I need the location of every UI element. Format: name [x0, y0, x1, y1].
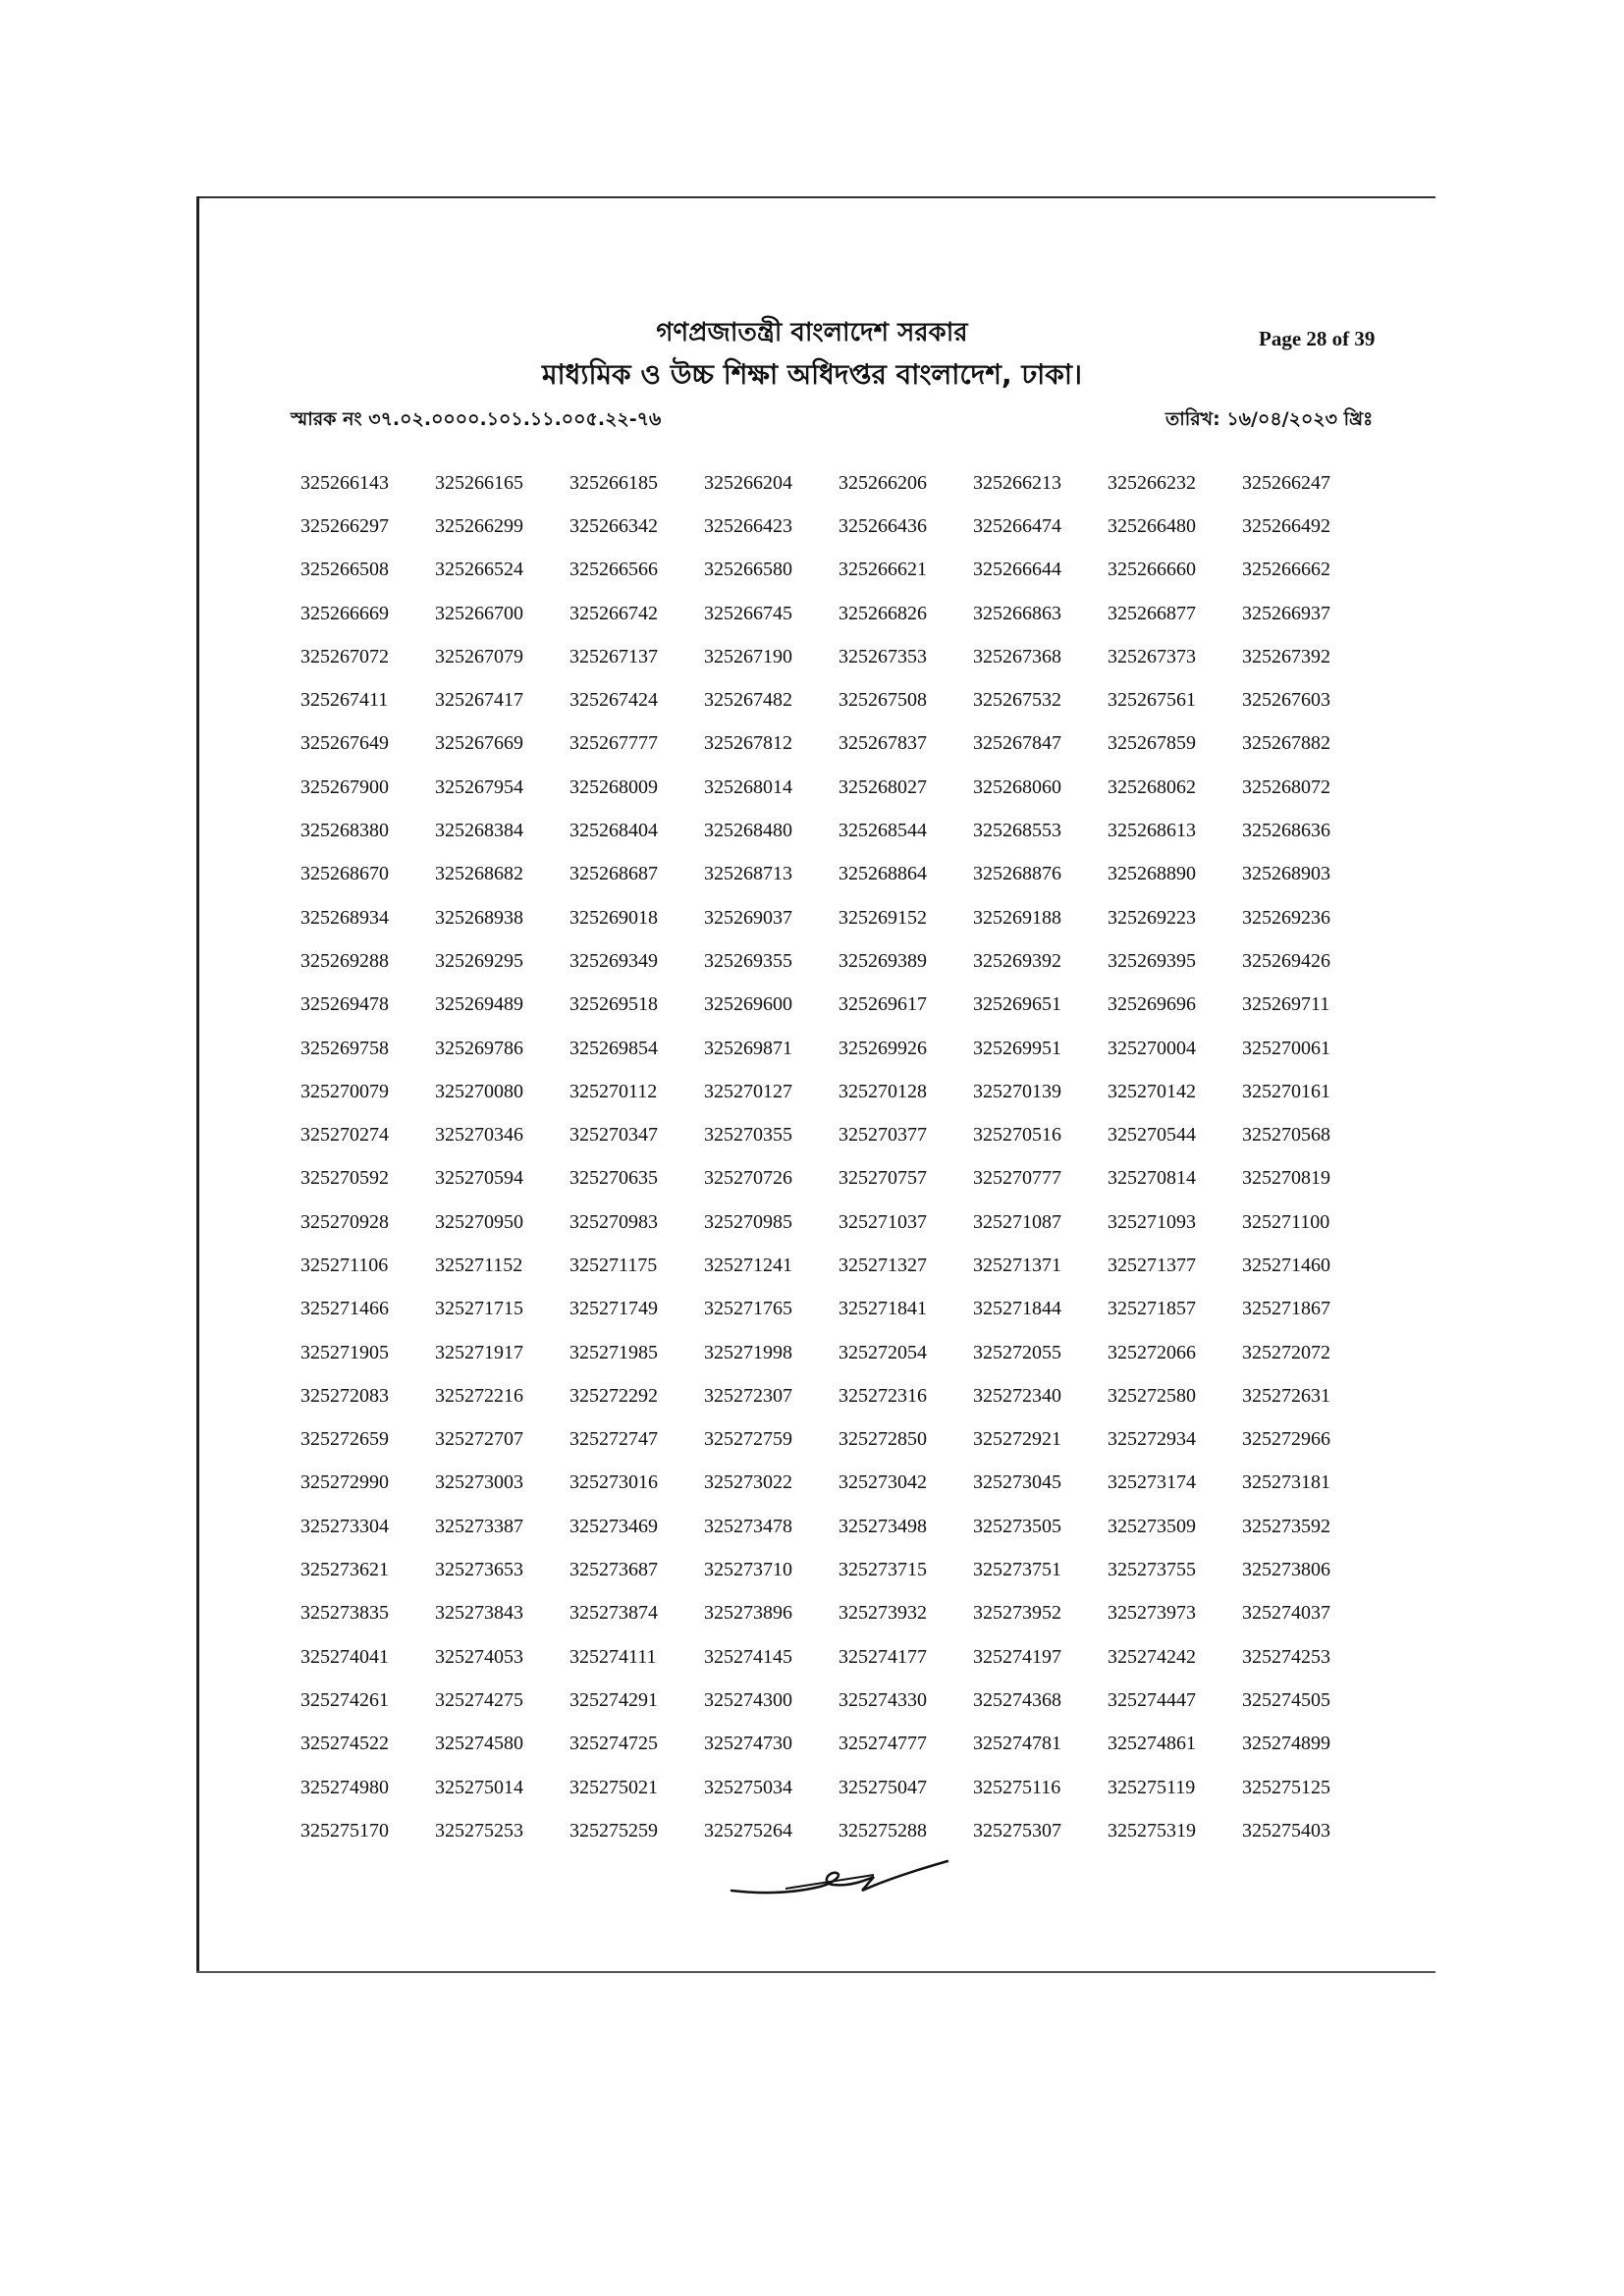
- roll-number-cell: 325273621: [300, 1559, 389, 1581]
- roll-number-cell: 325268670: [300, 863, 389, 885]
- roll-number-cell: 325274368: [973, 1688, 1061, 1711]
- roll-number-cell: 325268636: [1242, 820, 1330, 842]
- roll-number-cell: 325274330: [839, 1688, 927, 1711]
- roll-number-cell: 325266297: [300, 514, 389, 537]
- roll-number-cell: 325275307: [973, 1819, 1061, 1842]
- table-row: [300, 984, 1380, 1027]
- roll-number-cell: 325274777: [839, 1733, 927, 1755]
- roll-number-cell: 325270346: [435, 1124, 523, 1147]
- roll-number-cell: 325273751: [973, 1559, 1061, 1581]
- roll-number-cell: 325266143: [300, 471, 389, 494]
- roll-number-cell: 325271377: [1108, 1254, 1196, 1276]
- roll-number-cell: 325268713: [704, 863, 792, 885]
- roll-number-cell: 325269651: [973, 993, 1061, 1016]
- roll-number-cell: 325267072: [300, 645, 389, 667]
- roll-number-table: [300, 461, 1380, 1853]
- roll-number-cell: 325269600: [704, 993, 792, 1016]
- roll-number-cell: 325266660: [1108, 559, 1196, 581]
- roll-number-cell: 325268682: [435, 863, 523, 885]
- roll-number-cell: 325273806: [1242, 1559, 1330, 1581]
- roll-number-cell: 325273973: [1108, 1602, 1196, 1625]
- roll-number-cell: 325267392: [1242, 645, 1330, 667]
- roll-number-cell: 325266206: [839, 471, 927, 494]
- roll-number-cell: 325269188: [973, 906, 1061, 929]
- roll-number-cell: 325267603: [1242, 689, 1330, 712]
- roll-number-cell: 325270928: [300, 1210, 389, 1233]
- roll-number-cell: 325268903: [1242, 863, 1330, 885]
- table-row: [300, 1723, 1380, 1766]
- table-row: [300, 1201, 1380, 1244]
- roll-number-cell: 325273687: [569, 1559, 658, 1581]
- roll-number-cell: 325271152: [435, 1254, 523, 1276]
- roll-number-cell: 325269395: [1108, 949, 1196, 972]
- roll-number-cell: 325274447: [1108, 1688, 1196, 1711]
- roll-number-cell: 325269152: [839, 906, 927, 929]
- roll-number-cell: 325275259: [569, 1819, 658, 1842]
- roll-number-cell: 325271844: [973, 1298, 1061, 1320]
- roll-number-cell: 325267368: [973, 645, 1061, 667]
- roll-number-cell: 325273181: [1242, 1471, 1330, 1494]
- roll-number-cell: 325266508: [300, 559, 389, 581]
- roll-number-cell: 325270757: [839, 1167, 927, 1190]
- roll-number-cell: 325274300: [704, 1688, 792, 1711]
- roll-number-cell: 325271749: [569, 1298, 658, 1320]
- roll-number-cell: 325270726: [704, 1167, 792, 1190]
- roll-number-cell: 325266580: [704, 559, 792, 581]
- roll-number-cell: 325267532: [973, 689, 1061, 712]
- roll-number-cell: 325272631: [1242, 1384, 1330, 1407]
- roll-number-cell: 325274145: [704, 1645, 792, 1668]
- roll-number-cell: 325275253: [435, 1819, 523, 1842]
- roll-number-cell: 325272054: [839, 1341, 927, 1363]
- page-frame-left-rule: [196, 196, 199, 1973]
- roll-number-cell: 325270544: [1108, 1124, 1196, 1147]
- roll-number-cell: 325272072: [1242, 1341, 1330, 1363]
- roll-number-cell: 325268938: [435, 906, 523, 929]
- roll-number-cell: 325271917: [435, 1341, 523, 1363]
- roll-number-cell: 325270127: [704, 1080, 792, 1102]
- roll-number-cell: 325271841: [839, 1298, 927, 1320]
- table-row: [300, 1505, 1380, 1548]
- roll-number-cell: 325271106: [300, 1254, 389, 1276]
- roll-number-cell: 325271093: [1108, 1210, 1196, 1233]
- roll-number-cell: 325269236: [1242, 906, 1330, 929]
- table-row: [300, 1462, 1380, 1505]
- roll-number-cell: 325268544: [839, 820, 927, 842]
- roll-number-cell: 325269711: [1242, 993, 1330, 1016]
- roll-number-cell: 325272580: [1108, 1384, 1196, 1407]
- page-frame-bottom-rule: [196, 1971, 1435, 1973]
- roll-number-cell: 325267353: [839, 645, 927, 667]
- roll-number-cell: 325269288: [300, 949, 389, 972]
- table-row: [300, 1679, 1380, 1722]
- roll-number-cell: 325268027: [839, 775, 927, 798]
- roll-number-cell: 325275119: [1108, 1776, 1196, 1798]
- roll-number-cell: 325272066: [1108, 1341, 1196, 1363]
- table-row: [300, 853, 1380, 896]
- table-row: [300, 896, 1380, 939]
- roll-number-cell: 325267649: [300, 732, 389, 755]
- roll-number-cell: 325271985: [569, 1341, 658, 1363]
- roll-number-cell: 325273715: [839, 1559, 927, 1581]
- table-row: [300, 1809, 1380, 1852]
- roll-number-cell: 325274861: [1108, 1733, 1196, 1755]
- roll-number-cell: 325268384: [435, 820, 523, 842]
- roll-number-cell: 325269926: [839, 1037, 927, 1059]
- roll-number-cell: 325270568: [1242, 1124, 1330, 1147]
- roll-number-cell: 325271466: [300, 1298, 389, 1320]
- roll-number-cell: 325275288: [839, 1819, 927, 1842]
- roll-number-cell: 325273469: [569, 1515, 658, 1537]
- roll-number-cell: 325274253: [1242, 1645, 1330, 1668]
- signature: [727, 1853, 952, 1902]
- table-row: [300, 1766, 1380, 1809]
- roll-number-cell: 325269489: [435, 993, 523, 1016]
- roll-number-cell: 325270777: [973, 1167, 1061, 1190]
- table-row: [300, 1244, 1380, 1287]
- roll-number-cell: 325270112: [569, 1080, 658, 1102]
- roll-number-cell: 325275116: [973, 1776, 1061, 1798]
- roll-number-cell: 325271100: [1242, 1210, 1330, 1233]
- roll-number-cell: 325266621: [839, 559, 927, 581]
- table-row: [300, 1418, 1380, 1462]
- table-row: [300, 722, 1380, 766]
- roll-number-cell: 325270161: [1242, 1080, 1330, 1102]
- roll-number-cell: 325266213: [973, 471, 1061, 494]
- roll-number-cell: 325267137: [569, 645, 658, 667]
- roll-number-cell: 325270592: [300, 1167, 389, 1190]
- roll-number-cell: 325273592: [1242, 1515, 1330, 1537]
- roll-number-cell: 325275264: [704, 1819, 792, 1842]
- roll-number-cell: 325268613: [1108, 820, 1196, 842]
- roll-number-cell: 325273387: [435, 1515, 523, 1537]
- roll-number-cell: 325267859: [1108, 732, 1196, 755]
- roll-number-cell: 325269037: [704, 906, 792, 929]
- roll-number-cell: 325266524: [435, 559, 523, 581]
- directorate-title: মাধ্যমিক ও উচ্চ শিক্ষা অধিদপ্তর বাংলাদেশ, ঢাকা।: [541, 358, 1083, 391]
- roll-number-cell: 325267777: [569, 732, 658, 755]
- roll-number-cell: 325274111: [569, 1645, 657, 1668]
- memo-number: স্মারক নং ৩৭.০২.০০০০.১০১.১১.০০৫.২২-৭৬: [291, 408, 662, 430]
- roll-number-cell: 325268864: [839, 863, 927, 885]
- roll-number-cell: 325266423: [704, 514, 792, 537]
- roll-number-cell: 325266165: [435, 471, 523, 494]
- roll-number-cell: 325267837: [839, 732, 927, 755]
- roll-number-cell: 325270355: [704, 1124, 792, 1147]
- roll-number-cell: 325270377: [839, 1124, 927, 1147]
- roll-number-cell: 325270128: [839, 1080, 927, 1102]
- roll-number-cell: 325266877: [1108, 602, 1196, 624]
- roll-number-cell: 325269389: [839, 949, 927, 972]
- roll-number-cell: 325274522: [300, 1733, 389, 1755]
- roll-number-cell: 325266745: [704, 602, 792, 624]
- roll-number-cell: 325268934: [300, 906, 389, 929]
- table-row: [300, 1592, 1380, 1635]
- roll-number-cell: 325274041: [300, 1645, 389, 1668]
- table-row: [300, 592, 1380, 635]
- table-row: [300, 1635, 1380, 1679]
- page-frame-top-rule: [196, 196, 1435, 198]
- roll-number-cell: 325274505: [1242, 1688, 1330, 1711]
- roll-number-cell: 325266492: [1242, 514, 1330, 537]
- table-row: [300, 461, 1380, 505]
- roll-number-cell: 325266937: [1242, 602, 1330, 624]
- table-row: [300, 1331, 1380, 1374]
- table-row: [300, 1113, 1380, 1156]
- roll-number-cell: 325273003: [435, 1471, 523, 1494]
- roll-number-cell: 325271327: [839, 1254, 927, 1276]
- roll-number-cell: 325266342: [569, 514, 658, 537]
- roll-number-cell: 325269758: [300, 1037, 389, 1059]
- roll-number-cell: 325269295: [435, 949, 523, 972]
- roll-number-cell: 325270274: [300, 1124, 389, 1147]
- roll-number-cell: 325271998: [704, 1341, 792, 1363]
- roll-number-cell: 325275319: [1108, 1819, 1196, 1842]
- roll-number-cell: 325267411: [300, 689, 389, 712]
- roll-number-cell: 325268014: [704, 775, 792, 798]
- roll-number-cell: 325266247: [1242, 471, 1330, 494]
- roll-number-cell: 325274580: [435, 1733, 523, 1755]
- roll-number-cell: 325273874: [569, 1602, 658, 1625]
- page-number: Page 28 of 39: [1259, 327, 1376, 350]
- roll-number-cell: 325271765: [704, 1298, 792, 1320]
- roll-number-cell: 325267482: [704, 689, 792, 712]
- roll-number-cell: 325272990: [300, 1471, 389, 1494]
- roll-number-cell: 325267561: [1108, 689, 1196, 712]
- roll-number-cell: 325273835: [300, 1602, 389, 1625]
- roll-number-cell: 325272850: [839, 1428, 927, 1451]
- roll-number-cell: 325274197: [973, 1645, 1061, 1668]
- roll-number-cell: 325274730: [704, 1733, 792, 1755]
- roll-number-cell: 325270594: [435, 1167, 523, 1190]
- table-row: [300, 1157, 1380, 1201]
- roll-number-cell: 325271905: [300, 1341, 389, 1363]
- roll-number-cell: 325271460: [1242, 1254, 1330, 1276]
- roll-number-cell: 325270950: [435, 1210, 523, 1233]
- roll-number-cell: 325270516: [973, 1124, 1061, 1147]
- roll-number-cell: 325274291: [569, 1688, 658, 1711]
- roll-number-cell: 325268687: [569, 863, 658, 885]
- roll-number-cell: 325272340: [973, 1384, 1061, 1407]
- roll-number-cell: 325266185: [569, 471, 658, 494]
- roll-number-cell: 325266436: [839, 514, 927, 537]
- roll-number-cell: 325269518: [569, 993, 658, 1016]
- roll-number-cell: 325272055: [973, 1341, 1061, 1363]
- roll-number-cell: 325266742: [569, 602, 658, 624]
- roll-number-cell: 325270139: [973, 1080, 1061, 1102]
- roll-number-cell: 325269478: [300, 993, 389, 1016]
- roll-number-cell: 325266669: [300, 602, 389, 624]
- roll-number-cell: 325273304: [300, 1515, 389, 1537]
- roll-number-cell: 325274177: [839, 1645, 927, 1668]
- roll-number-cell: 325266644: [973, 559, 1061, 581]
- table-row: [300, 1027, 1380, 1070]
- roll-number-cell: 325273932: [839, 1602, 927, 1625]
- roll-number-cell: 325273016: [569, 1471, 658, 1494]
- roll-number-cell: 325274261: [300, 1688, 389, 1711]
- roll-number-cell: 325268553: [973, 820, 1061, 842]
- roll-number-cell: 325271241: [704, 1254, 792, 1276]
- roll-number-cell: 325274242: [1108, 1645, 1196, 1668]
- roll-number-cell: 325270080: [435, 1080, 523, 1102]
- roll-number-cell: 325268890: [1108, 863, 1196, 885]
- roll-number-cell: 325266700: [435, 602, 523, 624]
- roll-number-cell: 325271037: [839, 1210, 927, 1233]
- roll-number-cell: 325270004: [1108, 1037, 1196, 1059]
- roll-number-cell: 325269786: [435, 1037, 523, 1059]
- table-row: [300, 505, 1380, 548]
- roll-number-cell: 325267812: [704, 732, 792, 755]
- roll-number-cell: 325273174: [1108, 1471, 1196, 1494]
- roll-number-cell: 325269617: [839, 993, 927, 1016]
- table-row: [300, 766, 1380, 809]
- roll-number-cell: 325269696: [1108, 993, 1196, 1016]
- roll-number-cell: 325272307: [704, 1384, 792, 1407]
- roll-number-cell: 325267079: [435, 645, 523, 667]
- roll-number-cell: 325275034: [704, 1776, 792, 1798]
- roll-number-cell: 325266863: [973, 602, 1061, 624]
- roll-number-cell: 325272747: [569, 1428, 658, 1451]
- roll-number-cell: 325267847: [973, 732, 1061, 755]
- roll-number-cell: 325269349: [569, 949, 658, 972]
- roll-number-cell: 325268480: [704, 820, 792, 842]
- roll-number-cell: 325268404: [569, 820, 658, 842]
- table-row: [300, 1374, 1380, 1417]
- roll-number-cell: 325270819: [1242, 1167, 1330, 1190]
- roll-number-cell: 325269426: [1242, 949, 1330, 972]
- roll-number-cell: 325272966: [1242, 1428, 1330, 1451]
- roll-number-cell: 325274275: [435, 1688, 523, 1711]
- roll-number-cell: 325269871: [704, 1037, 792, 1059]
- roll-number-cell: 325273509: [1108, 1515, 1196, 1537]
- roll-number-cell: 325272921: [973, 1428, 1061, 1451]
- table-row: [300, 549, 1380, 592]
- roll-number-cell: 325267417: [435, 689, 523, 712]
- roll-number-cell: 325266232: [1108, 471, 1196, 494]
- roll-number-cell: 325271857: [1108, 1298, 1196, 1320]
- roll-number-cell: 325275021: [569, 1776, 658, 1798]
- roll-number-cell: 325269223: [1108, 906, 1196, 929]
- roll-number-cell: 325271371: [973, 1254, 1061, 1276]
- roll-number-cell: 325268009: [569, 775, 658, 798]
- roll-number-cell: 325271087: [973, 1210, 1061, 1233]
- roll-number-cell: 325266299: [435, 514, 523, 537]
- roll-number-cell: 325268380: [300, 820, 389, 842]
- roll-number-cell: 325272707: [435, 1428, 523, 1451]
- roll-number-cell: 325270814: [1108, 1167, 1196, 1190]
- roll-number-cell: 325273896: [704, 1602, 792, 1625]
- roll-number-cell: 325274781: [973, 1733, 1061, 1755]
- roll-number-cell: 325273755: [1108, 1559, 1196, 1581]
- roll-number-cell: 325275170: [300, 1819, 389, 1842]
- roll-number-cell: 325269018: [569, 906, 658, 929]
- government-title: গণপ্রজাতন্ত্রী বাংলাদেশ সরকার: [656, 318, 968, 347]
- roll-number-cell: 325269392: [973, 949, 1061, 972]
- roll-number-cell: 325266826: [839, 602, 927, 624]
- table-row: [300, 809, 1380, 852]
- roll-number-cell: 325270985: [704, 1210, 792, 1233]
- roll-number-cell: 325269854: [569, 1037, 658, 1059]
- issue-date: তারিখ: ১৬/০৪/২০২৩ খ্রিঃ: [1165, 408, 1374, 430]
- roll-number-cell: 325272316: [839, 1384, 927, 1407]
- roll-number-cell: 325275047: [839, 1776, 927, 1798]
- roll-number-cell: 325274725: [569, 1733, 658, 1755]
- roll-number-cell: 325270079: [300, 1080, 389, 1102]
- roll-number-cell: 325269951: [973, 1037, 1061, 1059]
- roll-number-cell: 325273498: [839, 1515, 927, 1537]
- roll-number-cell: 325273045: [973, 1471, 1061, 1494]
- roll-number-cell: 325272759: [704, 1428, 792, 1451]
- roll-number-cell: 325268876: [973, 863, 1061, 885]
- roll-number-cell: 325274037: [1242, 1602, 1330, 1625]
- roll-number-cell: 325267190: [704, 645, 792, 667]
- roll-number-cell: 325270142: [1108, 1080, 1196, 1102]
- roll-number-cell: 325272659: [300, 1428, 389, 1451]
- roll-number-cell: 325270347: [569, 1124, 658, 1147]
- roll-number-cell: 325272292: [569, 1384, 658, 1407]
- table-row: [300, 678, 1380, 721]
- roll-number-cell: 325266662: [1242, 559, 1330, 581]
- roll-number-cell: 325267373: [1108, 645, 1196, 667]
- roll-number-cell: 325271867: [1242, 1298, 1330, 1320]
- roll-number-cell: 325273710: [704, 1559, 792, 1581]
- table-row: [300, 1070, 1380, 1113]
- roll-number-cell: 325273952: [973, 1602, 1061, 1625]
- roll-number-cell: 325273042: [839, 1471, 927, 1494]
- roll-number-cell: 325272934: [1108, 1428, 1196, 1451]
- roll-number-cell: 325267954: [435, 775, 523, 798]
- roll-number-cell: 325267900: [300, 775, 389, 798]
- table-row: [300, 939, 1380, 983]
- roll-number-cell: 325272083: [300, 1384, 389, 1407]
- roll-number-cell: 325275125: [1242, 1776, 1330, 1798]
- roll-number-cell: 325272216: [435, 1384, 523, 1407]
- roll-number-cell: 325273505: [973, 1515, 1061, 1537]
- roll-number-cell: 325266204: [704, 471, 792, 494]
- roll-number-cell: 325274053: [435, 1645, 523, 1668]
- table-row: [300, 1288, 1380, 1331]
- roll-number-cell: 325268062: [1108, 775, 1196, 798]
- roll-number-cell: 325270983: [569, 1210, 658, 1233]
- roll-number-cell: 325271175: [569, 1254, 658, 1276]
- roll-number-cell: 325266566: [569, 559, 658, 581]
- roll-number-cell: 325266474: [973, 514, 1061, 537]
- roll-number-cell: 325274980: [300, 1776, 389, 1798]
- roll-number-cell: 325273478: [704, 1515, 792, 1537]
- roll-number-cell: 325268060: [973, 775, 1061, 798]
- roll-number-cell: 325270635: [569, 1167, 658, 1190]
- roll-number-cell: 325273843: [435, 1602, 523, 1625]
- roll-number-cell: 325273653: [435, 1559, 523, 1581]
- roll-number-cell: 325267508: [839, 689, 927, 712]
- roll-number-cell: 325271715: [435, 1298, 523, 1320]
- table-row: [300, 635, 1380, 678]
- roll-number-cell: 325275014: [435, 1776, 523, 1798]
- roll-number-cell: 325273022: [704, 1471, 792, 1494]
- roll-number-cell: 325267424: [569, 689, 658, 712]
- roll-number-cell: 325275403: [1242, 1819, 1330, 1842]
- roll-number-cell: 325266480: [1108, 514, 1196, 537]
- roll-number-cell: 325274899: [1242, 1733, 1330, 1755]
- roll-number-cell: 325267669: [435, 732, 523, 755]
- roll-number-cell: 325269355: [704, 949, 792, 972]
- table-row: [300, 1548, 1380, 1591]
- roll-number-cell: 325270061: [1242, 1037, 1330, 1059]
- roll-number-cell: 325268072: [1242, 775, 1330, 798]
- roll-number-cell: 325267882: [1242, 732, 1330, 755]
